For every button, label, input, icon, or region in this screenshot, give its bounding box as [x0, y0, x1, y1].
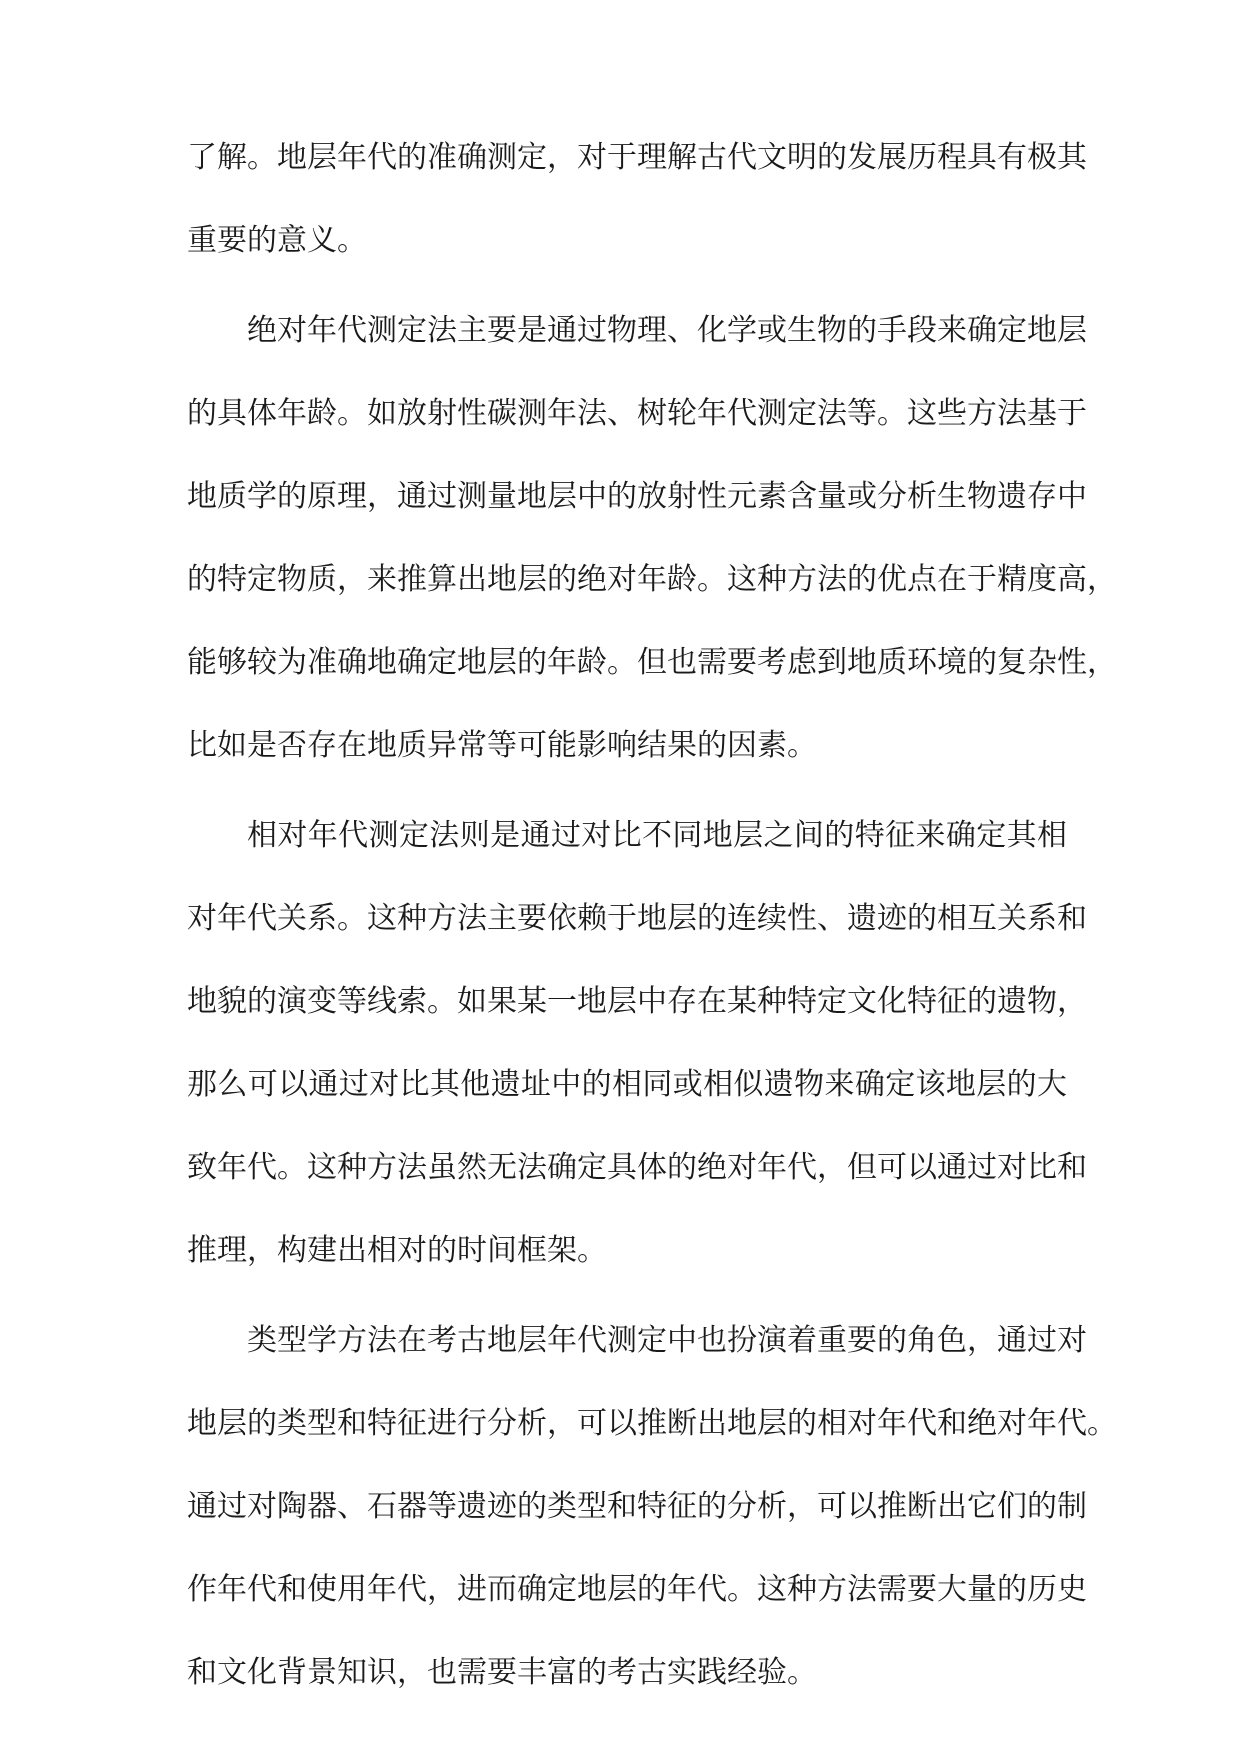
text-line: 地貌的演变等线索。如果某一地层中存在某种特定文化特征的遗物，: [187, 984, 1087, 1019]
text-line: 了解。地层年代的准确测定，对于理解古代文明的发展历程具有极其: [187, 140, 1087, 175]
text-line: 作年代和使用年代，进而确定地层的年代。这种方法需要大量的历史: [187, 1572, 1087, 1607]
text-line: 地层的类型和特征进行分析，可以推断出地层的相对年代和绝对年代。: [187, 1406, 1117, 1441]
paragraph-3: [187, 818, 1087, 1268]
text-line: 对年代关系。这种方法主要依赖于地层的连续性、遗迹的相互关系和: [187, 901, 1087, 936]
text-line: 致年代。这种方法虽然无法确定具体的绝对年代，但可以通过对比和: [187, 1150, 1087, 1185]
text-line: 那么可以通过对比其他遗址中的相同或相似遗物来确定该地层的大: [187, 1067, 1067, 1102]
text-line: 的具体年龄。如放射性碳测年法、树轮年代测定法等。这些方法基于: [187, 396, 1087, 431]
text-line: 和文化背景知识，也需要丰富的考古实践经验。: [187, 1655, 817, 1690]
document-body: [187, 140, 1117, 1690]
text-line: 通过对陶器、石器等遗迹的类型和特征的分析，可以推断出它们的制: [187, 1489, 1087, 1524]
paragraph-1: [187, 140, 1087, 258]
paragraph-4: [187, 1323, 1117, 1690]
text-line: 的特定物质，来推算出地层的绝对年龄。这种方法的优点在于精度高，: [187, 562, 1117, 597]
text-line: 地质学的原理，通过测量地层中的放射性元素含量或分析生物遗存中: [187, 479, 1087, 514]
text-line: 能够较为准确地确定地层的年龄。但也需要考虑到地质环境的复杂性，: [187, 645, 1117, 680]
text-line: 绝对年代测定法主要是通过物理、化学或生物的手段来确定地层: [247, 313, 1087, 348]
paragraph-2: [187, 313, 1117, 763]
text-line: 比如是否存在地质异常等可能影响结果的因素。: [187, 728, 817, 763]
text-line: 重要的意义。: [187, 223, 367, 258]
text-line: 类型学方法在考古地层年代测定中也扮演着重要的角色，通过对: [247, 1323, 1087, 1358]
text-line: 相对年代测定法则是通过对比不同地层之间的特征来确定其相: [247, 818, 1067, 853]
text-line: 推理，构建出相对的时间框架。: [187, 1233, 607, 1268]
